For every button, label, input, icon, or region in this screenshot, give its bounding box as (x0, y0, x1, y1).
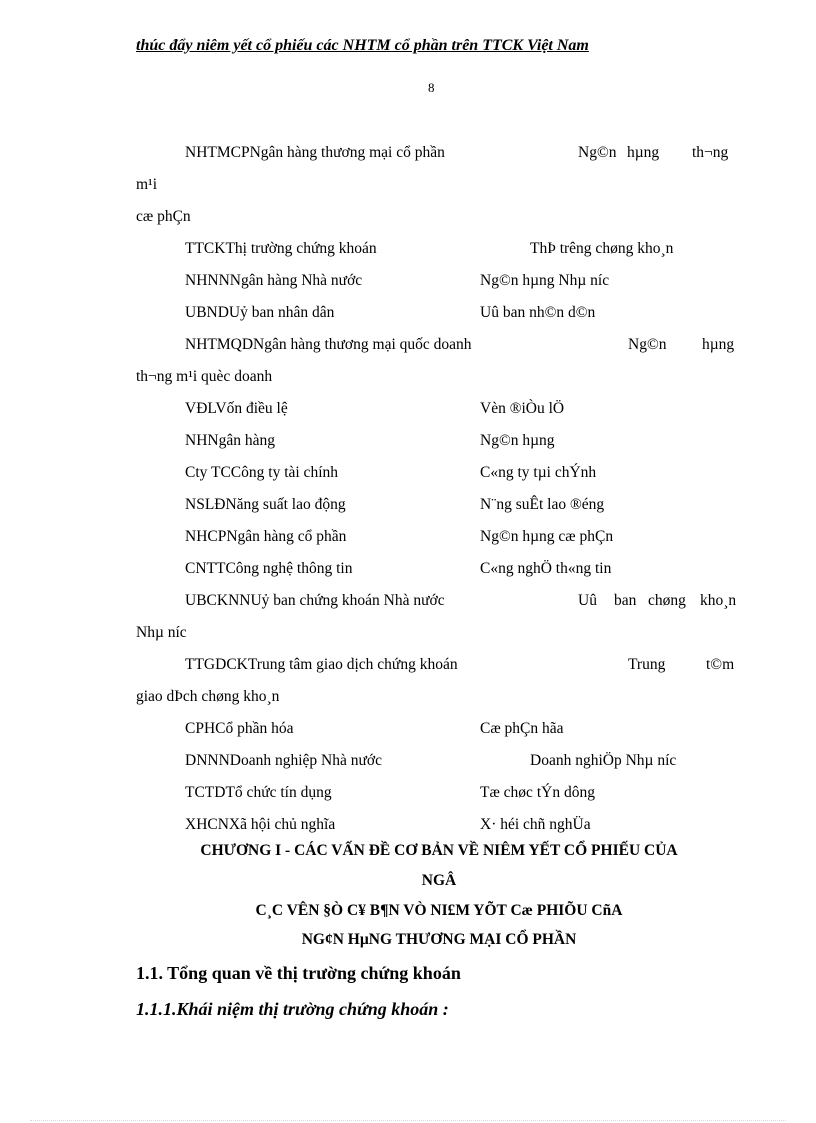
abbreviation-definition: DNNNDoanh nghiệp Nhà nước (185, 752, 382, 769)
legacy-text: Ng©n hµng cæ phÇn (480, 528, 614, 545)
abbreviation-row (0, 784, 816, 806)
legacy-text: Cæ phÇn hãa (480, 720, 564, 737)
legacy-text: X· héi chñ nghÜa (480, 816, 591, 833)
legacy-text: chøng (648, 592, 686, 609)
legacy-text: ThÞ trêng chøng kho¸n (530, 240, 674, 257)
abbreviation-row (0, 592, 816, 614)
subsection-heading: 1.1.1.Khái niệm thị trường chứng khoán : (136, 999, 449, 1019)
abbreviation-row-continuation (0, 688, 816, 710)
chapter-heading: CHƯƠNG I - CÁC VẤN ĐỀ CƠ BẢN VỀ NIÊM YẾT CỔ PHIẾU CỦA (200, 842, 678, 859)
abbreviation-definition: CNTTCông nghệ thông tin (185, 560, 353, 577)
abbreviation-row (0, 144, 816, 166)
abbreviation-row-continuation (0, 624, 816, 646)
legacy-text: giao dÞch chøng kho¸n (136, 688, 280, 705)
legacy-text: Ng©n hµng Nhµ níc (480, 272, 610, 289)
abbreviation-definition: XHCNXã hội chủ nghĩa (185, 816, 336, 833)
legacy-text: th¬ng m¹i quèc doanh (136, 368, 273, 385)
legacy-text: Nhµ níc (136, 624, 187, 641)
abbreviation-definition: TTGDCKTrung tâm giao dịch chứng khoán (185, 656, 458, 673)
abbreviation-row (0, 304, 816, 326)
legacy-text: Doanh nghiÖp Nhµ níc (530, 752, 677, 769)
legacy-text: Tæ chøc tÝn dông (480, 784, 595, 801)
abbreviation-row (0, 336, 816, 358)
abbreviation-row (0, 432, 816, 454)
abbreviation-definition: NHNgân hàng (185, 432, 275, 449)
legacy-text: C«ng nghÖ th«ng tin (480, 560, 612, 577)
abbreviation-row-continuation (0, 208, 816, 230)
legacy-text: Uû ban nh©n d©n (480, 304, 596, 321)
abbreviation-definition: Cty TCCông ty tài chính (185, 464, 338, 481)
abbreviation-definition: TTCKThị trường chứng khoán (185, 240, 377, 257)
page-number: 8 (428, 80, 435, 95)
legacy-text: th¬ng (692, 144, 729, 161)
legacy-text: N¨ng suÊt lao ®éng (480, 496, 605, 513)
abbreviation-definition: TCTDTổ chức tín dụng (185, 784, 332, 801)
abbreviation-definition: NHTMQDNgân hàng thương mại quốc doanh (185, 336, 472, 353)
abbreviation-definition: VĐLVốn điều lệ (185, 400, 288, 417)
abbreviation-row-continuation (0, 176, 816, 198)
legacy-text: Trung (628, 656, 666, 673)
abbreviation-row (0, 240, 816, 262)
abbreviation-row (0, 816, 816, 838)
chapter-heading-legacy: C¸C VÊN §Ò C¥ B¶N VÒ NI£M YÕT Cæ PHIÕU CñA (255, 902, 623, 919)
abbreviation-definition: CPHCổ phần hóa (185, 720, 294, 737)
abbreviation-definition: NHTMCPNgân hàng thương mại cổ phần (185, 144, 445, 161)
chapter-heading-legacy: NG¢N HµNG THƯƠNG MẠI CỔ PHẦN (301, 931, 577, 948)
abbreviation-row (0, 528, 816, 550)
abbreviation-row (0, 720, 816, 742)
legacy-text: hµng (702, 336, 735, 353)
abbreviation-definition: UBCKNNUỷ ban chứng khoán Nhà nước (185, 592, 445, 609)
legacy-text: Vèn ®iÒu lÖ (480, 400, 565, 417)
legacy-text: Ng©n (628, 336, 667, 353)
legacy-text: Ng©n (578, 144, 617, 161)
abbreviation-row (0, 560, 816, 582)
abbreviation-row (0, 464, 816, 486)
abbreviation-row (0, 752, 816, 774)
abbreviation-definition: UBNDUỷ ban nhân dân (185, 304, 335, 321)
abbreviation-row (0, 656, 816, 678)
abbreviation-definition: NHCPNgân hàng cổ phần (185, 528, 347, 545)
abbreviation-row (0, 400, 816, 422)
abbreviation-row-continuation (0, 368, 816, 390)
legacy-text: t©m (706, 656, 735, 673)
legacy-text: Uû (578, 592, 597, 609)
legacy-text: kho¸n (700, 592, 737, 609)
abbreviation-row (0, 496, 816, 518)
page-bottom-divider (30, 1120, 786, 1121)
abbreviation-row (0, 272, 816, 294)
abbreviation-definition: NSLĐNăng suất lao động (185, 496, 346, 513)
legacy-text: C«ng ty tµi chÝnh (480, 464, 597, 481)
abbreviation-definition: NHNNNgân hàng Nhà nước (185, 272, 363, 289)
legacy-text: ban (614, 592, 637, 609)
legacy-text: Ng©n hµng (480, 432, 555, 449)
section-heading: 1.1. Tổng quan về thị trường chứng khoán (136, 963, 461, 983)
chapter-heading-continuation: NGÂ (421, 872, 457, 889)
legacy-text: cæ phÇn (136, 208, 191, 225)
legacy-text: m¹i (136, 176, 158, 193)
document-header-title: thúc đẩy niêm yết cổ phiếu các NHTM cổ phần trên TTCK Việt Nam (136, 37, 589, 54)
legacy-text: hµng (627, 144, 660, 161)
